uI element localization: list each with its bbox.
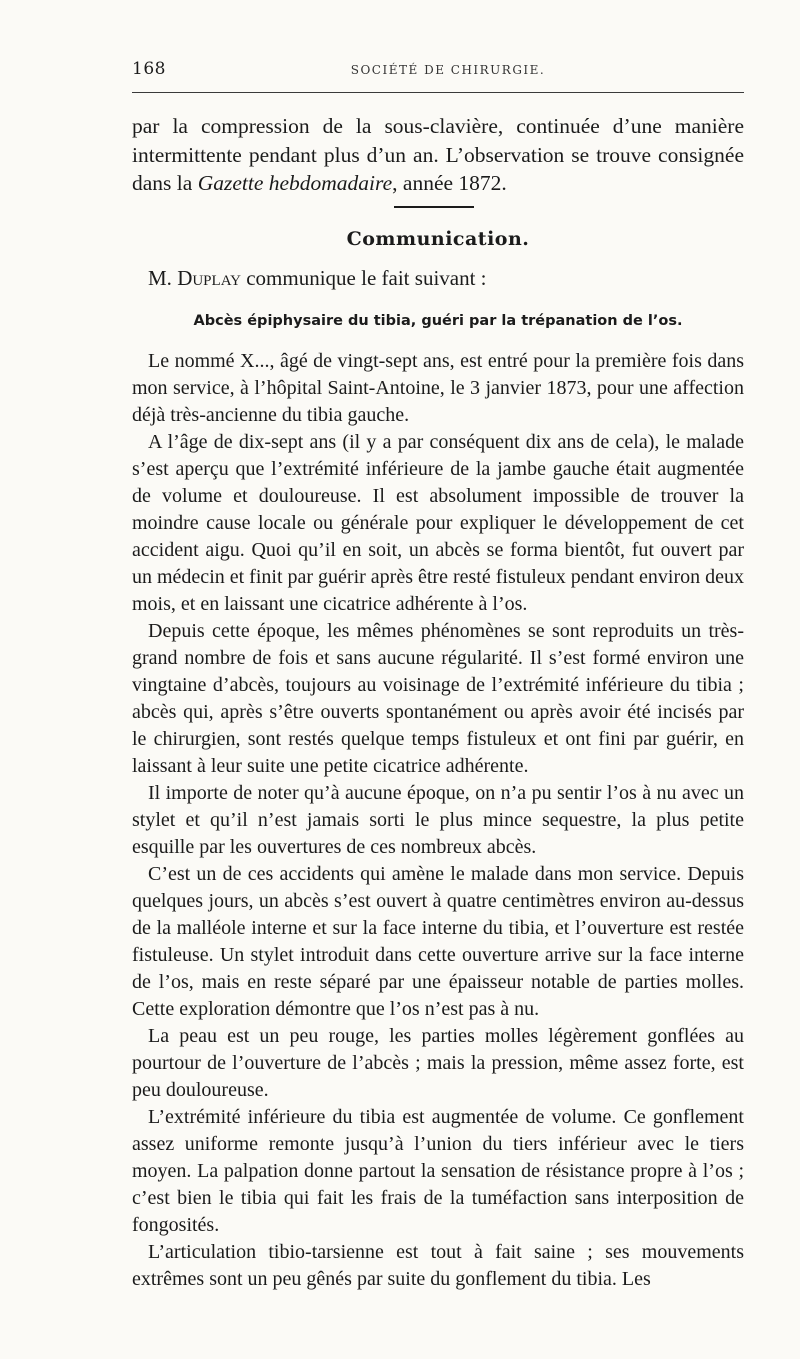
page-number: 168: [132, 59, 166, 79]
paragraph: L’articulation tibio-tarsienne est tout à fait saine ; ses mouvements extrêmes sont un peu gênés par suite du gonflement du tibia. Les: [132, 1241, 744, 1290]
section-separator: [394, 206, 474, 208]
journal-title: Gazette hebdomadaire: [197, 171, 393, 195]
paragraph: A l’âge de dix-sept ans (il y a par conséquent dix ans de cela), le malade s’est aperçu que l’extrémité inférieure de la jambe gauche était augmentée de volume et douloureuse. Il est absolument impossible de trouver la moindre cause locale ou générale pour expliquer le développement de cet accident aigu. Quoi qu’il en soit, un abcès se forma bientôt, fut ouvert par un médecin et finit par guérir après être resté fistuleux pendant environ deux mois, et en laissant une cicatrice adhérente à l’os.: [132, 431, 744, 615]
header-rule: [132, 92, 744, 93]
intro-text-before: par la compression de la sous-clavière, continuée d’une manière intermittente pendant plus d’un an. L’observation se trouve consignée dans la: [132, 114, 744, 195]
communication-text: communique le fait suivant :: [240, 266, 487, 290]
communication-line: [148, 266, 487, 291]
intro-text-after: , année 1872.: [392, 171, 507, 195]
page-header: [132, 57, 744, 81]
running-head: SOCIÉTÉ DE CHIRURGIE.: [350, 63, 546, 77]
paragraph: La peau est un peu rouge, les parties molles légèrement gonflées au pourtour de l’ouverture de l’abcès ; mais la pression, même assez forte, est peu douloureuse.: [132, 1025, 744, 1101]
paragraph: Depuis cette époque, les mêmes phénomènes se sont reproduits un très-grand nombre de fois et sans aucune régularité. Il s’est formé environ une vingtaine d’abcès, toujours au voisinage de l’extrémité inférieure du tibia ; abcès qui, après s’être ouverts spontanément ou après avoir été incisés par le chirurgien, sont restés quelque temps fistuleux et ont fini par guérir, en laissant à leur suite une petite cicatrice adhérente.: [132, 620, 744, 777]
section-title: Communication.: [346, 228, 530, 250]
author-name: Duplay: [177, 266, 241, 290]
paragraph: Il importe de noter qu’à aucune époque, on n’a pu sentir l’os à nu avec un stylet et qu’il n’est jamais sorti le plus mince sequestre, la plus petite esquille par les ouvertures de ces nombreux abcès.: [132, 782, 744, 858]
main-text: [132, 348, 744, 1293]
paragraph: Le nommé X..., âgé de vingt-sept ans, est entré pour la première fois dans mon service, à l’hôpital Saint-Antoine, le 3 janvier 1873, pour une affection déjà très-ancienne du tibia gauche.: [132, 350, 744, 426]
intro-text: [132, 112, 744, 198]
communication-prefix: M.: [148, 266, 178, 290]
intro-paragraph: [132, 112, 744, 198]
paragraph: L’extrémité inférieure du tibia est augmentée de volume. Ce gonflement assez uniforme remonte jusqu’à l’union du tiers inférieur avec le tiers moyen. La palpation donne partout la sensation de résistance propre à l’os ; c’est bien le tibia qui fait les frais de la tuméfaction sans interposition de fongosités.: [132, 1106, 744, 1236]
paragraph: C’est un de ces accidents qui amène le malade dans mon service. Depuis quelques jours, un abcès s’est ouvert à quatre centimètres environ au-dessus de la malléole interne et sur la face interne du tibia, et l’ouverture est restée fistuleuse. Un stylet introduit dans cette ouverture arrive sur la face interne de l’os, mais en reste séparé par une épaisseur notable de parties molles. Cette exploration démontre que l’os n’est pas à nu.: [132, 863, 744, 1020]
case-title: Abcès épiphysaire du tibia, guéri par la trépanation de l’os.: [193, 313, 683, 329]
